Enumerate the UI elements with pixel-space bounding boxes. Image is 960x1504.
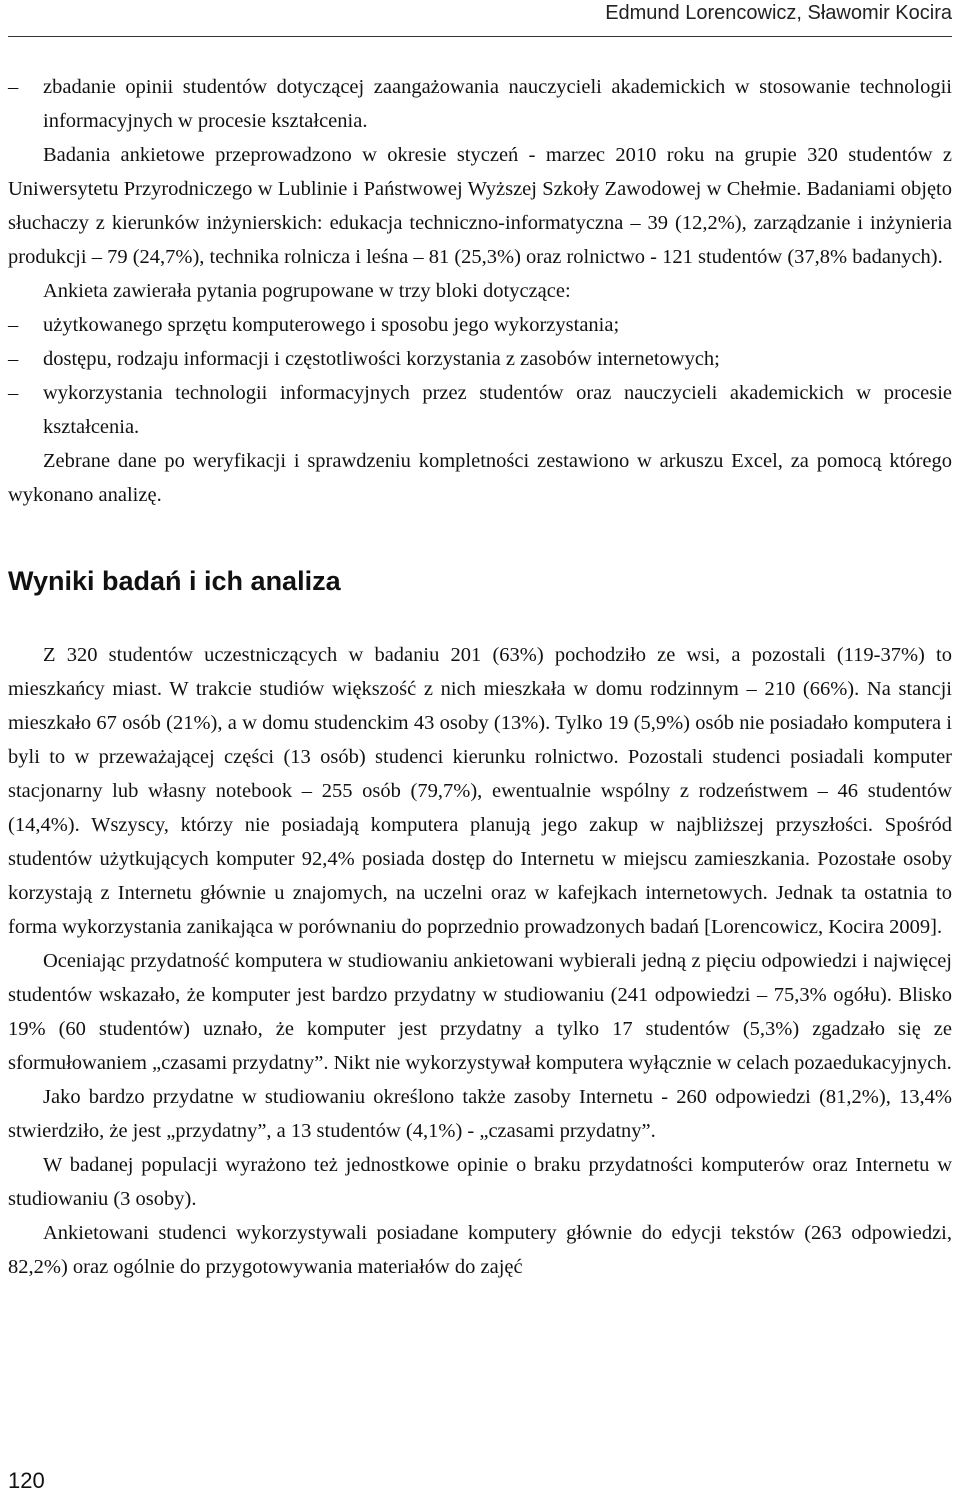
paragraph: Jako bardzo przydatne w studiowaniu określono także zasoby Internetu - 260 odpowiedzi (81,2%), 13,4% stwierdziło, że jest „przydatny”, a 13 studentów (4,1%) - „czasami przydatny”.	[8, 1086, 952, 1142]
list-dash: –	[8, 348, 19, 370]
body-text	[8, 70, 952, 1284]
list-dash: –	[8, 382, 19, 404]
paragraph: W badanej populacji wyrażono też jednostkowe opinie o braku przydatności komputerów oraz Internetu w studiowaniu (3 osoby).	[8, 1154, 952, 1210]
list-item	[8, 376, 952, 444]
list-item-text: dostępu, rodzaju informacji i częstotliwości korzystania z zasobów internetowych;	[43, 348, 720, 370]
list-item-text: użytkowanego sprzętu komputerowego i sposobu jego wykorzystania;	[43, 314, 620, 336]
list-dash: –	[8, 76, 19, 98]
paragraph: Ankietowani studenci wykorzystywali posiadane komputery głównie do edycji tekstów (263 odpowiedzi, 82,2%) oraz ogólnie do przygotowywania materiałów do zajęć	[8, 1222, 952, 1278]
list-dash: –	[8, 314, 19, 336]
list-item	[8, 308, 952, 342]
paragraph: Badania ankietowe przeprowadzono w okresie styczeń - marzec 2010 roku na grupie 320 studentów z Uniwersytetu Przyrodniczego w Lublinie i Państwowej Wyższej Szkoły Zawodowej w Chełmie. Badaniami objęto słuchaczy z kierunków inżynierskich: edukacja techniczno-informatyczna – 39 (12,2%), zarządzanie i inżynieria produkcji – 79 (24,7%), technika rolnicza i leśna – 81 (25,3%) oraz rolnictwo - 121 studentów (37,8% badanych).	[8, 144, 952, 268]
paragraph: Oceniając przydatność komputera w studiowaniu ankietowani wybierali jedną z pięciu odpowiedzi i najwięcej studentów wskazało, że komputer jest bardzo przydatny w studiowaniu (241 odpowiedzi – 75,3% ogółu). Blisko 19% (60 studentów) uznało, że komputer jest przydatny a tylko 17 studentów (5,3%) zgadzało się ze sformułowaniem „czasami przydatny”. Nikt nie wykorzystywał komputera wyłącznie w celach pozaedukacyjnych.	[8, 950, 952, 1074]
running-header-authors: Edmund Lorencowicz, Sławomir Kocira	[605, 2, 952, 24]
page-number: 120	[8, 1468, 45, 1493]
list-item	[8, 70, 952, 138]
list-item	[8, 342, 952, 376]
paragraph: Ankieta zawierała pytania pogrupowane w trzy bloki dotyczące:	[43, 280, 571, 302]
list-item-text: wykorzystania technologii informacyjnych przez studentów oraz nauczycieli akademickich w procesie kształcenia.	[43, 382, 952, 438]
paragraph: Z 320 studentów uczestniczących w badaniu 201 (63%) pochodziło ze wsi, a pozostali (119-37%) to mieszkańcy miast. W trakcie studiów większość z nich mieszkała w domu rodzinnym – 210 (66%). Na stancji mieszkało 67 osób (21%), a w domu studenckim 43 osoby (13%). Tylko 19 (5,9%) osób nie posiadało komputera i byli to w przeważającej części (13 osób) studenci kierunku rolnictwo. Pozostali studenci posiadali komputer stacjonarny lub własny notebook – 255 osób (79,7%), ewentualnie wspólny z rodzeństwem – 46 studentów (14,4%). Wszyscy, którzy nie posiadają komputera planują jego zakup w najbliższej przyszłości. Spośród studentów użytkujących komputer 92,4% posiada dostęp do Internetu w miejscu zamieszkania. Pozostałe osoby korzystają z Internetu głównie u znajomych, na uczelni oraz w kafejkach internetowych. Jednak ta ostatnia to forma wykorzystania zanikająca w porównaniu do poprzednio prowadzonych badań [Lorencowicz, Kocira 2009].	[8, 644, 952, 938]
list-item-text: zbadanie opinii studentów dotyczącej zaangażowania nauczycieli akademickich w stosowanie technologii informacyjnych w procesie kształcenia.	[43, 76, 952, 132]
section-heading: Wyniki badań i ich analiza	[8, 566, 341, 596]
paragraph: Zebrane dane po weryfikacji i sprawdzeniu kompletności zestawiono w arkuszu Excel, za pomocą którego wykonano analizę.	[8, 450, 952, 506]
header-rule	[8, 36, 952, 37]
